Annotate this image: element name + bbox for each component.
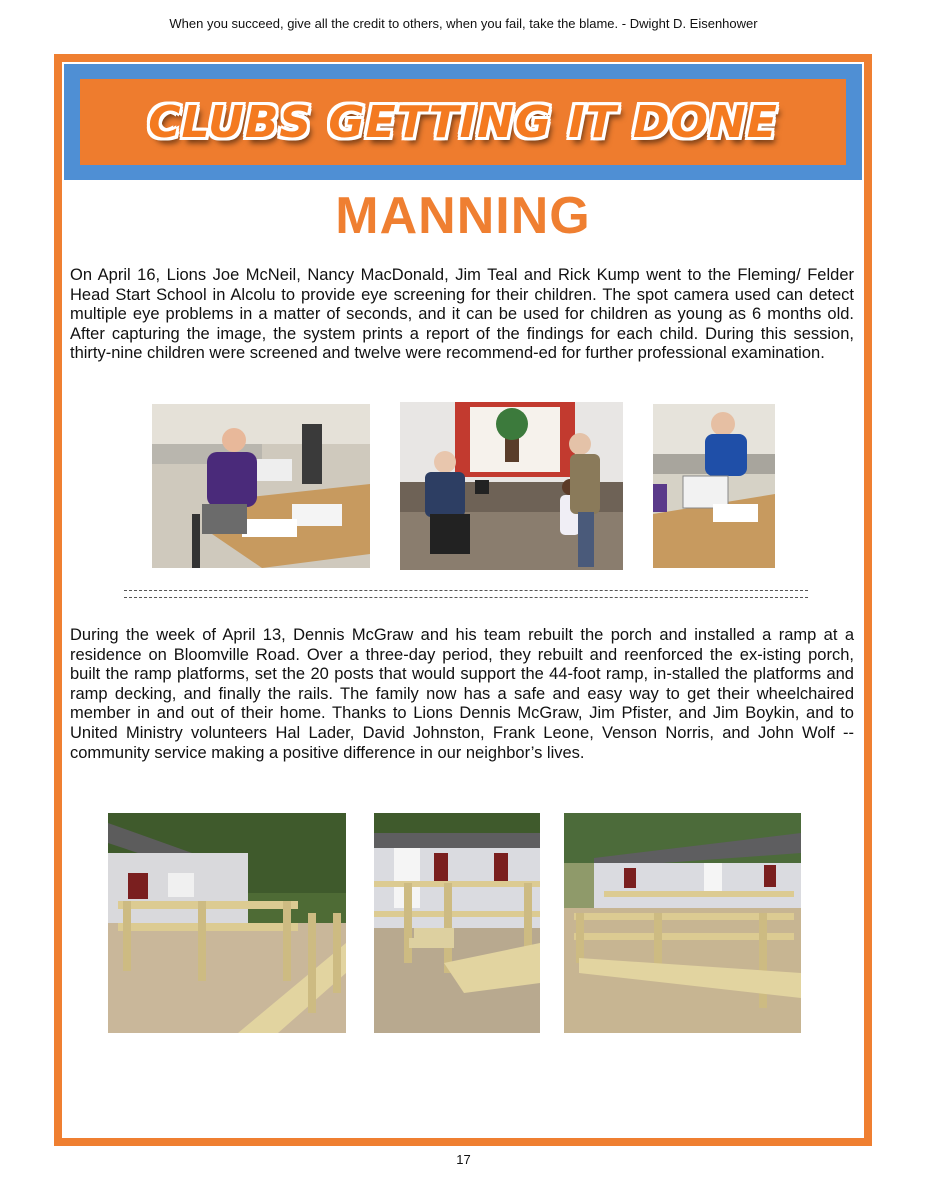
photo-ramp-front: [108, 813, 346, 1033]
section-divider: [124, 590, 808, 598]
paragraph-ramp-project: During the week of April 13, Dennis McGraw and his team rebuilt the porch and installed a ramp at a residence on Bloomville Road. Over a three-day period, they rebuilt and reenforced the ex-isting porch, built the ramp platforms, set the 20 posts that would support the 44-foot ramp, in-stalled the platforms and ramp decking, and finally the rails. The family now has a safe and easy way to get their wheelchaired member in and out of their home. Thanks to Lions Dennis McGraw, Jim Pfister, and Jim Boykin, and to United Ministry volunteers Hal Lader, David Johnston, Frank Leone, Venson Norris, and John Wolf -- community service making a positive difference in our neighbor’s lives.: [70, 626, 854, 762]
article-frame: [54, 54, 872, 1146]
photo-ramp-porch-steps: [374, 813, 540, 1033]
banner: [64, 64, 862, 180]
page-number: 17: [456, 1152, 471, 1167]
photo-eye-camera-child: [400, 402, 623, 570]
banner-title: CLUBS GETTING IT DONE: [148, 96, 778, 148]
photo-report-printer: [653, 404, 775, 568]
photo-ramp-side: [564, 813, 801, 1033]
paragraph-eye-screening: On April 16, Lions Joe McNeil, Nancy MacDonald, Jim Teal and Rick Kump went to the Fleming/ Felder Head Start School in Alcolu to provide eye screening for their children. The spot camera used can detect multiple eye problems in a matter of seconds, and it can be used for children as young as 6 months old. After capturing the image, the system prints a report of the findings for each child. During this session, thirty-nine children were screened and twelve were recommend-ed for further professional examination.: [70, 266, 854, 363]
banner-inner: [80, 79, 846, 165]
section-heading: MANNING: [335, 187, 591, 245]
header-quote: When you succeed, give all the credit to others, when you fail, take the blame. - Dwight D. Eisenhower: [169, 16, 758, 31]
photo-eye-screening-table: [152, 404, 370, 568]
